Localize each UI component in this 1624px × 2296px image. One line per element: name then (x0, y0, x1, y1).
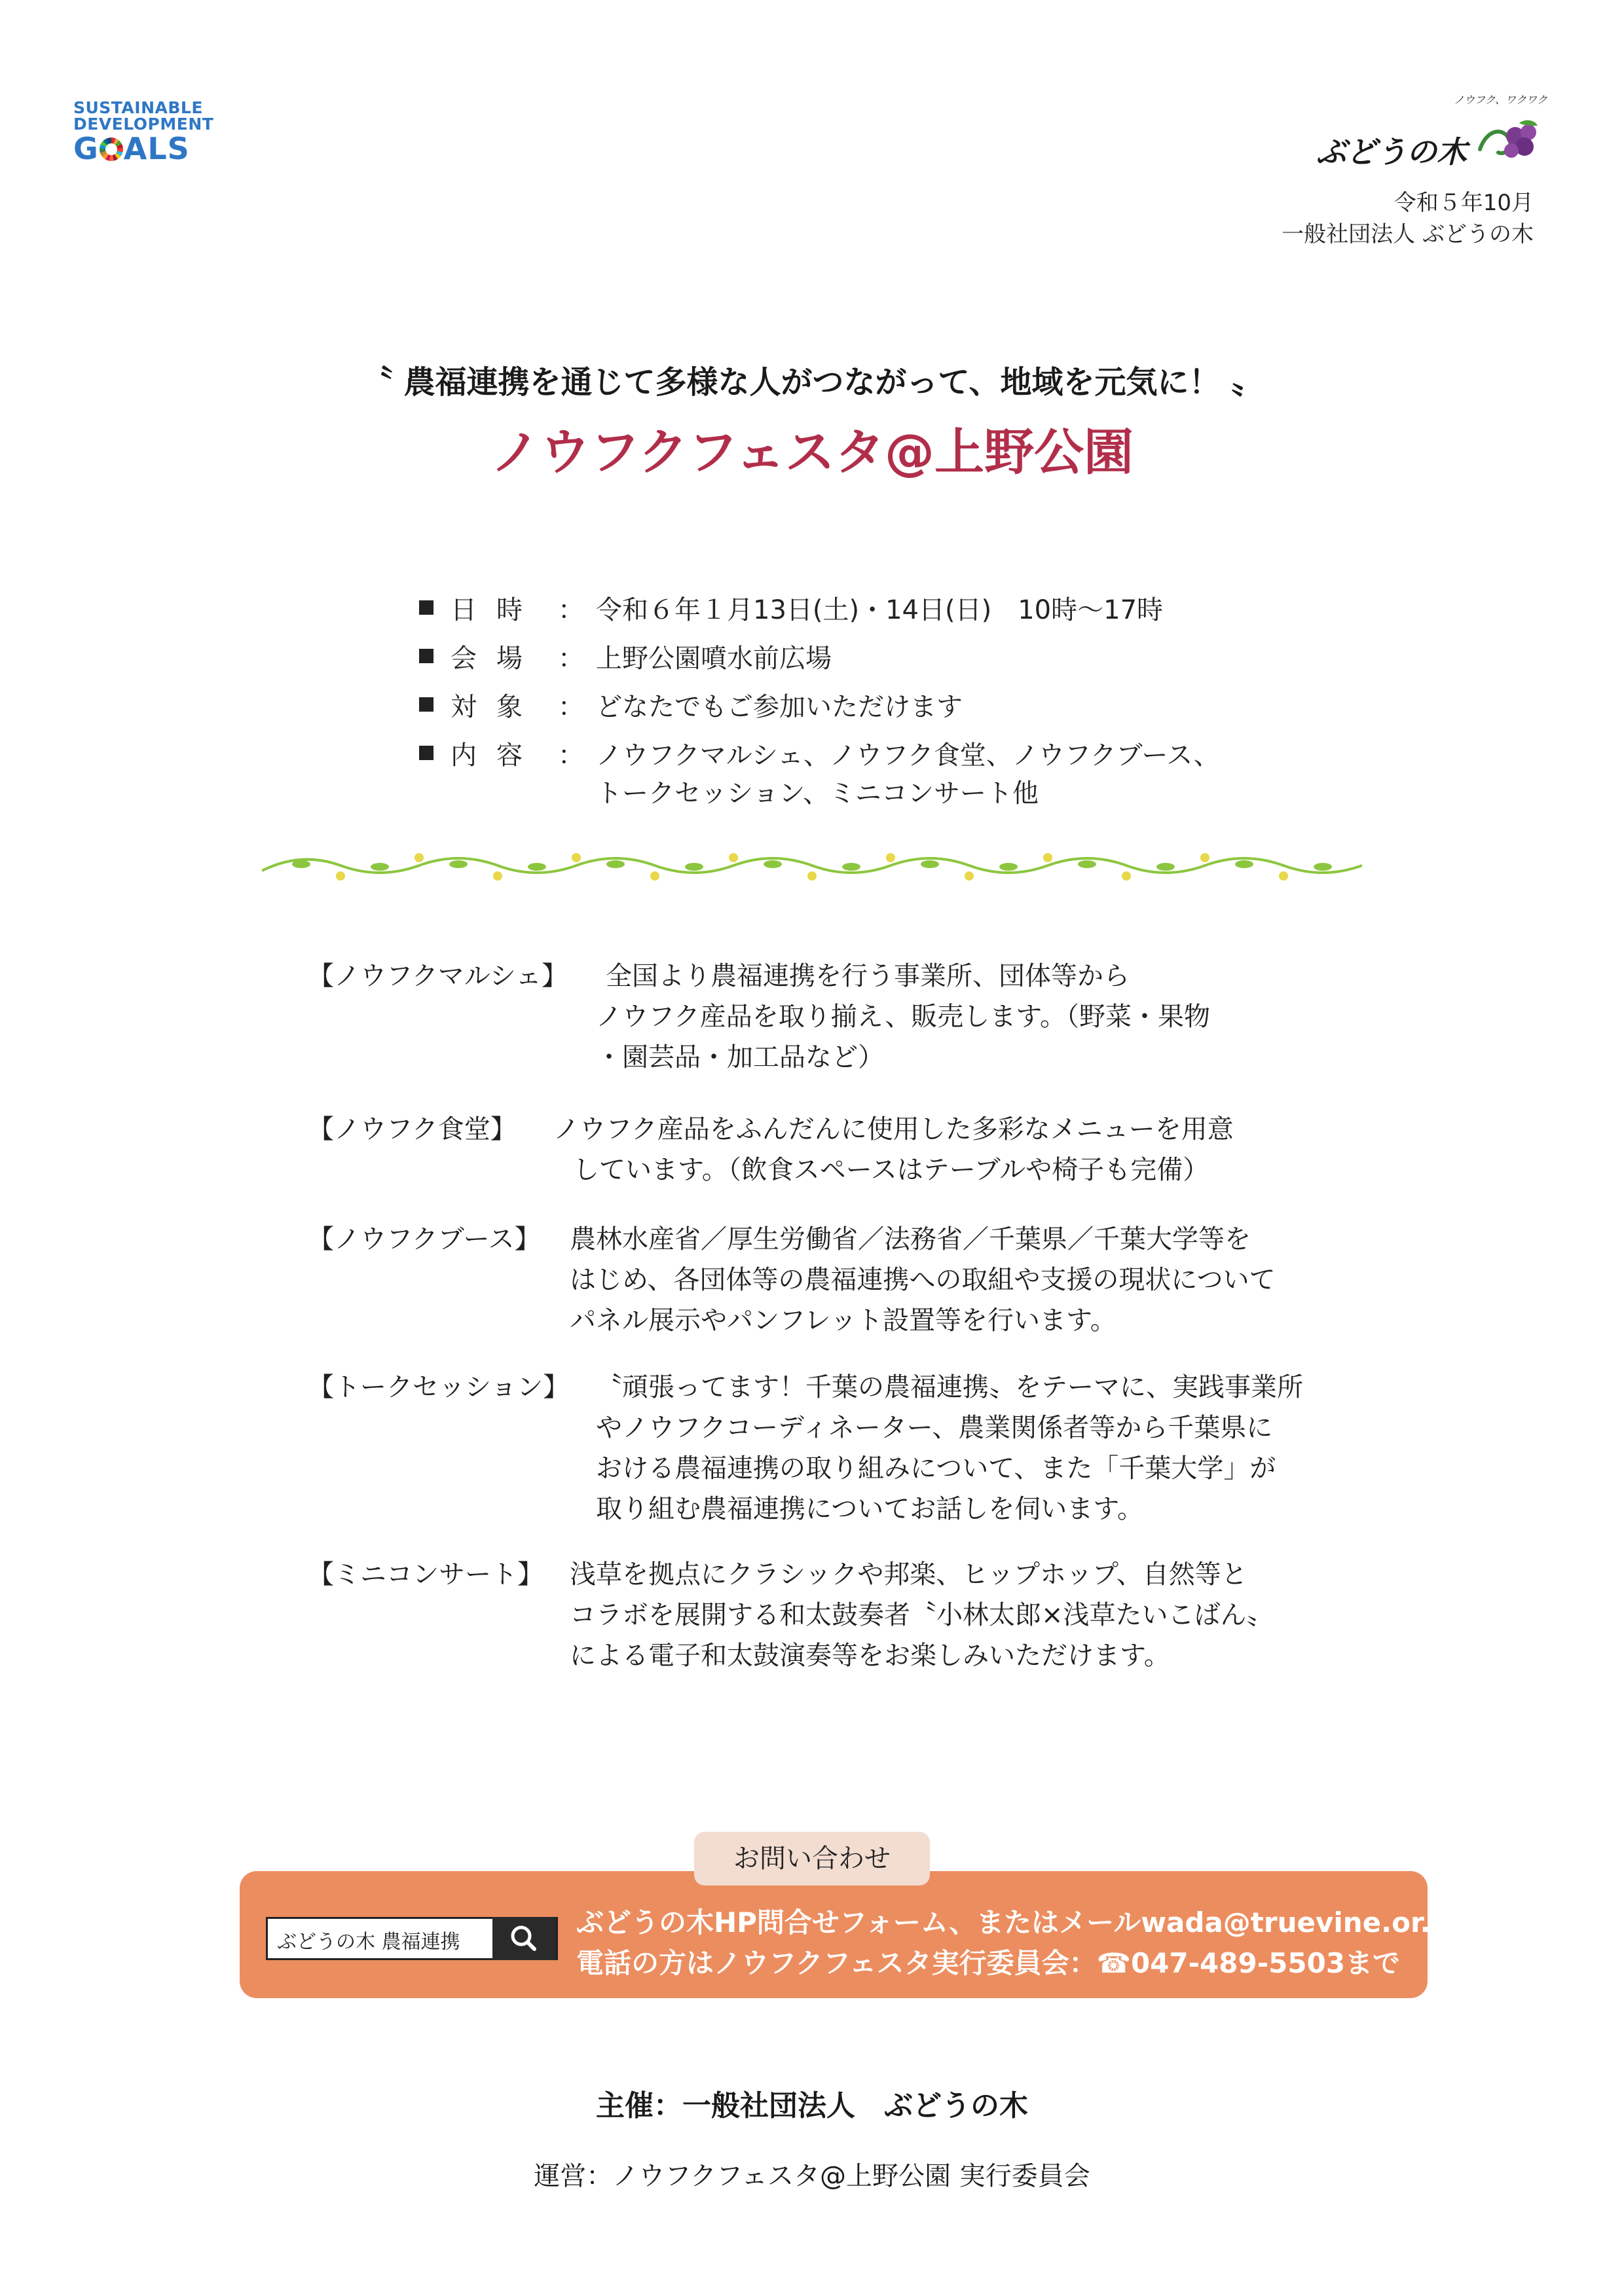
bullet-square-icon (419, 746, 434, 760)
info-label: 会場 (451, 644, 542, 674)
section-label: 【ノウフク食堂】 (308, 1114, 517, 1144)
sdg-logo-line3 (73, 131, 204, 166)
info-value-continued: トークセッション、ミニコンサート他 (596, 778, 1039, 809)
bullet-square-icon (419, 649, 434, 663)
info-value: どなたでもご参加いただけます (596, 692, 963, 722)
section-text: 全国より農福連携を行う事業所、団体等から (606, 961, 1130, 991)
info-value: 令和６年１月13日(土)・14日(日) 10時～17時 (596, 595, 1164, 625)
section-text: パネル展示やパンフレット設置等を行います。 (570, 1305, 1116, 1336)
subtitle: 〝 農福連携を通じて多様な人がつながって、地域を元気に！ 〟 (361, 364, 1263, 401)
section-label: 【ノウフクブース】 (308, 1224, 541, 1254)
sdg-logo-line2: DEVELOPMENT (73, 115, 214, 134)
sdg-wheel-icon (100, 137, 123, 161)
vine-divider (262, 845, 1362, 884)
search-button[interactable] (492, 1917, 556, 1960)
info-label: 日時 (451, 595, 542, 625)
info-label: 対象 (451, 692, 542, 722)
search-input-text: ぶどうの木 農福連携 (277, 1931, 460, 1954)
page-title: ノウフクフェスタ@上野公園 (490, 423, 1134, 481)
info-label: 内容 (451, 740, 542, 771)
info-colon: ： (558, 740, 584, 771)
search-icon (492, 1917, 556, 1960)
sdg-logo-als: ALS (123, 131, 190, 166)
info-colon: ： (558, 692, 584, 722)
host-text: 主催：一般社団法人 ぶどうの木 (596, 2089, 1028, 2123)
brand-tagline: ノウフク、ワクワク (1454, 94, 1547, 106)
section-text: 取り組む農福連携についてお話しを伺います。 (596, 1494, 1143, 1524)
bullet-square-icon (419, 600, 434, 615)
section-text: 〝頑張ってます！千葉の農福連携〟をテーマに、実践事業所 (596, 1372, 1303, 1402)
sdg-logo-line1: SUSTAINABLE (73, 98, 203, 117)
sdg-logo-g: G (73, 131, 99, 166)
grape-icon (1473, 117, 1545, 169)
info-value: 上野公園噴水前広場 (596, 644, 832, 674)
sdg-logo (73, 98, 214, 166)
info-colon: ： (558, 595, 584, 625)
section-text: はじめ、各団体等の農福連携への取組や支援の現状について (570, 1265, 1276, 1295)
section-text: おける農福連携の取り組みについて、また「千葉大学」が (596, 1453, 1276, 1484)
info-value: ノウフクマルシェ、ノウフク食堂、ノウフクブース、 (596, 740, 1220, 771)
section-label: 【ノウフクマルシェ】 (308, 961, 568, 991)
section-text: やノウフクコーディネーター、農業関係者等から千葉県に (596, 1413, 1273, 1443)
section-text: 浅草を拠点にクラシックや邦楽、ヒップホップ、自然等と (570, 1559, 1247, 1590)
issue-date: 令和５年10月 (1393, 190, 1534, 216)
bullet-square-icon (419, 697, 434, 712)
section-text: ノウフク産品を取り揃え、販売します。（野菜・果物 (596, 1002, 1210, 1032)
section-text: 農林水産省／厚生労働省／法務省／千葉県／千葉大学等を (570, 1224, 1251, 1254)
contact-line-2: 電話の方はノウフクフェスタ実行委員会：☎047-489-5503まで (576, 1947, 1401, 1979)
operator-text: 運営：ノウフクフェスタ@上野公園 実行委員会 (534, 2161, 1090, 2191)
brand-name: ぶどうの木 (1316, 134, 1467, 170)
contact-heading: お問い合わせ (694, 1832, 930, 1886)
contact-line-1: ぶどうの木HP問合せフォーム、またはメールwada@truevine.or.jp (576, 1906, 1460, 1939)
issuer-organization: 一般社団法人 ぶどうの木 (1282, 221, 1534, 247)
section-text: コラボを展開する和太鼓奏者〝小林太郎×浅草たいこばん〟 (570, 1600, 1273, 1630)
section-text: による電子和太鼓演奏等をお楽しみいただけます。 (570, 1641, 1170, 1671)
section-text: ・園芸品・加工品など） (596, 1042, 884, 1072)
section-label: 【トークセッション】 (308, 1372, 570, 1402)
section-text: しています。（飲食スペースはテーブルや椅子も完備） (573, 1155, 1209, 1185)
section-label: 【ミニコンサート】 (308, 1559, 544, 1590)
info-colon: ： (558, 644, 584, 674)
section-text: ノウフク産品をふんだんに使用した多彩なメニューを用意 (553, 1114, 1234, 1144)
